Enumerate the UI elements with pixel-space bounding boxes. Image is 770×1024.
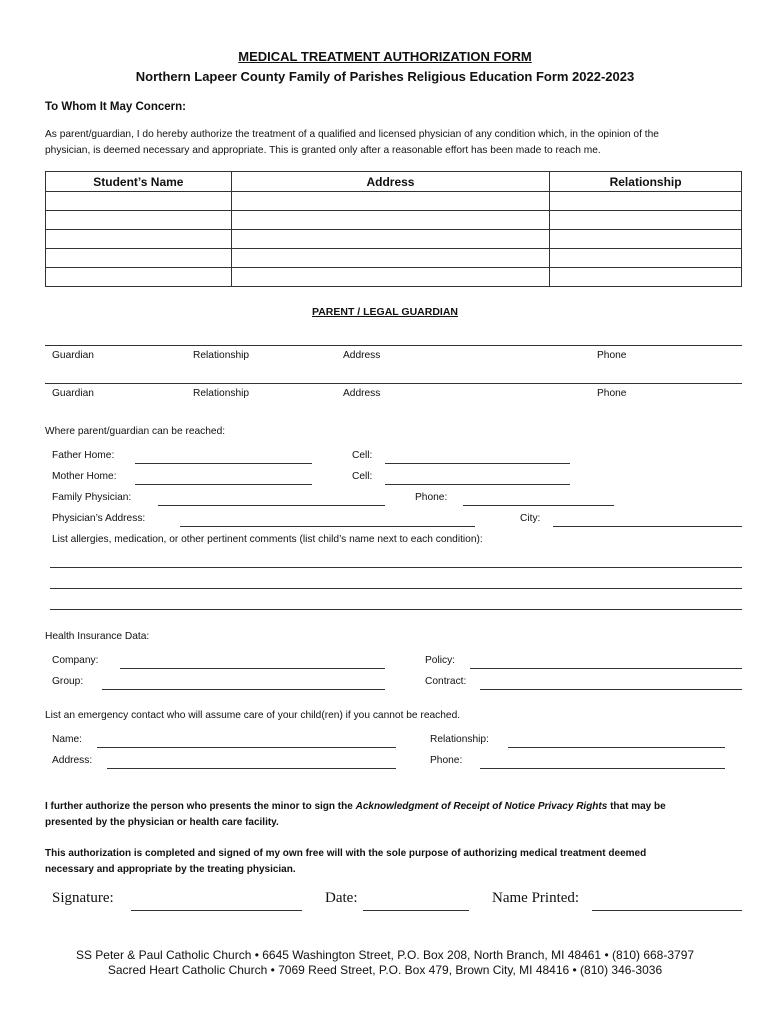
emergency-phone-field[interactable] (480, 768, 725, 769)
allergies-line-2[interactable] (50, 588, 742, 589)
guardian-2-address-label: Address (343, 388, 381, 399)
father-home-label: Father Home: (52, 450, 115, 461)
family-physician-field[interactable] (158, 505, 385, 506)
contract-field[interactable] (480, 689, 742, 690)
group-field[interactable] (102, 689, 385, 690)
physician-phone-field[interactable] (463, 505, 614, 506)
student-address-cell[interactable] (231, 211, 549, 230)
free-will-line-1: This authorization is completed and signed of my own free will with the sole purpose of authorizing medical treatment deemed (45, 848, 647, 859)
header-relationship: Relationship (550, 172, 742, 192)
student-address-cell[interactable] (231, 268, 549, 287)
form-subtitle: Northern Lapeer County Family of Parishes Religious Education Form 2022-2023 (135, 69, 635, 84)
form-title: MEDICAL TREATMENT AUTHORIZATION FORM (238, 49, 532, 64)
privacy-rights-title: Acknowledgment of Receipt of Notice Privacy Rights (355, 801, 608, 812)
emergency-address-field[interactable] (107, 768, 396, 769)
footer-line-1: SS Peter & Paul Catholic Church • 6645 Washington Street, P.O. Box 208, North Branch, MI 48461 • (810) 668-3797 (75, 948, 695, 962)
guardian-1-label: Guardian (52, 350, 94, 361)
guardian-1-relationship-label: Relationship (193, 350, 250, 361)
student-relationship-cell[interactable] (550, 211, 742, 230)
company-label: Company: (52, 655, 99, 666)
policy-field[interactable] (470, 668, 742, 669)
student-name-cell[interactable] (46, 249, 232, 268)
insurance-heading: Health Insurance Data: (45, 631, 150, 642)
emergency-name-label: Name: (52, 734, 83, 745)
privacy-authorization-line-2: presented by the physician or health care facility. (45, 817, 279, 828)
privacy-authorization-line-1 (45, 799, 735, 815)
policy-label: Policy: (425, 655, 456, 666)
greeting: To Whom It May Concern: (45, 101, 186, 113)
contract-label: Contract: (425, 676, 467, 687)
table-row (46, 192, 742, 211)
student-relationship-cell[interactable] (550, 192, 742, 211)
header-students-name: Student’s Name (46, 172, 232, 192)
guardian-1-line[interactable] (45, 345, 742, 346)
intro-paragraph (45, 127, 735, 159)
guardian-section-heading: PARENT / LEGAL GUARDIAN (311, 306, 459, 318)
guardian-1-phone-label: Phone (597, 350, 627, 361)
emergency-heading: List an emergency contact who will assume care of your child(ren) if you cannot be reached. (45, 710, 461, 721)
student-name-cell[interactable] (46, 268, 232, 287)
father-cell-field[interactable] (385, 463, 570, 464)
privacy-authorization-paragraph (45, 799, 735, 831)
mother-cell-label: Cell: (352, 471, 373, 482)
guardian-2-line[interactable] (45, 383, 742, 384)
family-physician-label: Family Physician: (52, 492, 132, 503)
student-address-cell[interactable] (231, 192, 549, 211)
student-address-cell[interactable] (231, 230, 549, 249)
student-name-cell[interactable] (46, 230, 232, 249)
date-label: Date: (325, 890, 358, 906)
footer (0, 948, 770, 978)
emergency-relationship-label: Relationship: (430, 734, 489, 745)
emergency-address-label: Address: (52, 755, 93, 766)
header-address: Address (231, 172, 549, 192)
emergency-relationship-field[interactable] (508, 747, 725, 748)
intro-line-2: physician, is deemed necessary and appropriate. This is granted only after a reasonable effort has been made to reach me. (45, 145, 601, 156)
signature-field[interactable] (131, 910, 302, 911)
city-label: City: (520, 513, 541, 524)
privacy-pre: I further authorize the person who presents the minor to sign the (45, 801, 356, 812)
emergency-phone-label: Phone: (430, 755, 463, 766)
students-table-header (46, 172, 742, 192)
reach-heading: Where parent/guardian can be reached: (45, 426, 226, 437)
name-printed-label: Name Printed: (492, 890, 580, 906)
table-row (46, 268, 742, 287)
guardian-2-relationship-label: Relationship (193, 388, 250, 399)
student-relationship-cell[interactable] (550, 268, 742, 287)
student-address-cell[interactable] (231, 249, 549, 268)
footer-line-2: Sacred Heart Catholic Church • 7069 Reed Street, P.O. Box 479, Brown City, MI 48416 • (810) 346-3036 (107, 963, 663, 977)
privacy-post: that may be (607, 801, 666, 812)
intro-line-1: As parent/guardian, I do hereby authorize the treatment of a qualified and licensed physician of any condition which, in the opinion of the (45, 129, 659, 140)
student-relationship-cell[interactable] (550, 230, 742, 249)
allergies-label: List allergies, medication, or other pertinent comments (list child’s name next to each condition): (52, 534, 483, 545)
student-relationship-cell[interactable] (550, 249, 742, 268)
mother-home-label: Mother Home: (52, 471, 117, 482)
physician-phone-label: Phone: (415, 492, 448, 503)
students-table (45, 171, 742, 287)
father-cell-label: Cell: (352, 450, 373, 461)
date-field[interactable] (363, 910, 469, 911)
company-field[interactable] (120, 668, 385, 669)
physician-address-field[interactable] (180, 526, 475, 527)
free-will-line-2: necessary and appropriate by the treating physician. (45, 864, 296, 875)
emergency-name-field[interactable] (97, 747, 396, 748)
group-label: Group: (52, 676, 84, 687)
physician-address-label: Physician’s Address: (52, 513, 146, 524)
student-name-cell[interactable] (46, 192, 232, 211)
signature-label: Signature: (52, 890, 114, 906)
table-row (46, 230, 742, 249)
mother-cell-field[interactable] (385, 484, 570, 485)
allergies-line-1[interactable] (50, 567, 742, 568)
table-row (46, 211, 742, 230)
name-printed-field[interactable] (592, 910, 742, 911)
table-row (46, 249, 742, 268)
mother-home-field[interactable] (135, 484, 312, 485)
father-home-field[interactable] (135, 463, 312, 464)
guardian-1-address-label: Address (343, 350, 381, 361)
allergies-line-3[interactable] (50, 609, 742, 610)
city-field[interactable] (553, 526, 742, 527)
guardian-2-phone-label: Phone (597, 388, 627, 399)
free-will-paragraph (45, 846, 735, 878)
guardian-2-label: Guardian (52, 388, 94, 399)
student-name-cell[interactable] (46, 211, 232, 230)
